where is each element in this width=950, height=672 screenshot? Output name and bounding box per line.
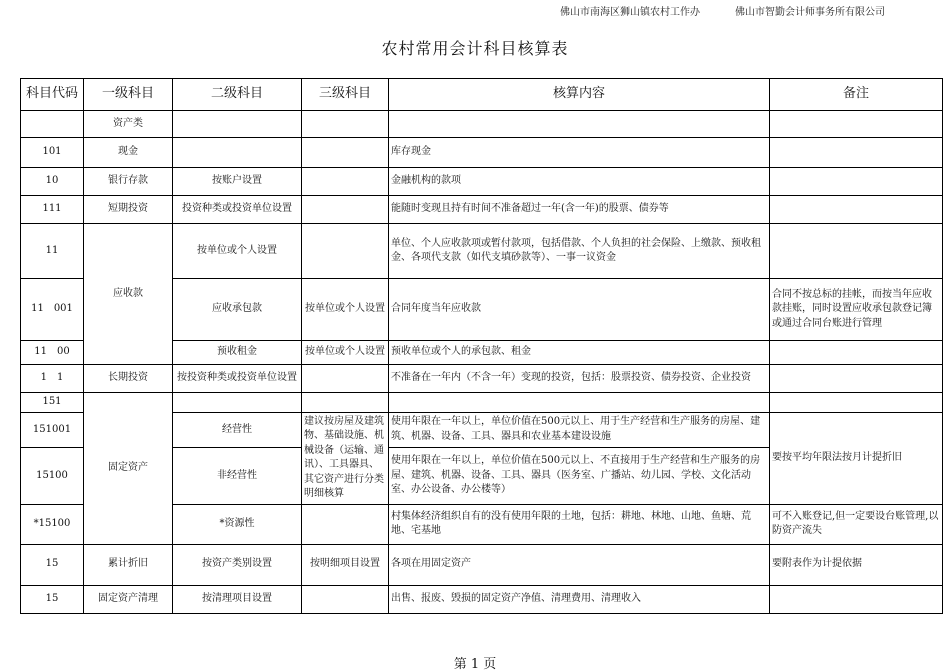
account-code: 11 [21,224,84,279]
account-code: 11 00 [21,341,84,365]
table-row [21,585,943,613]
account-level1: 银行存款 [84,168,173,196]
account-code: 15100 [21,448,84,504]
account-level3: 按单位或个人设置 [302,279,389,341]
section-label: 资产类 [84,111,173,138]
page-number: 第 1 页 [453,657,497,672]
account-level2: 非经营性 [173,448,302,504]
account-code: 15 [21,544,84,585]
col-header-note: 备注 [770,79,943,111]
account-content: 能随时变现且持有时间不准备超过一年(含一年)的股票、债券等 [389,196,770,224]
table-row [21,168,943,196]
account-level3: 按明细项目设置 [302,544,389,585]
account-content: 使用年限在一年以上，单位价值在500元以上、用于生产经营和生产服务的房屋、建筑、机器、设备、工具、器具和农业基本建设设施 [389,412,770,448]
page-title: 农村常用会计科目核算表 [381,39,569,58]
account-note: 可不入账登记,但一定要设台账管理,以防资产流失 [770,504,943,544]
account-level2: 投资种类或投资单位设置 [173,196,302,224]
col-header-level2: 二级科目 [173,79,302,111]
table-row [21,196,943,224]
account-level2: 按账户设置 [173,168,302,196]
col-header-level3: 三级科目 [302,79,389,111]
table-row [21,224,943,279]
account-level1: 累计折旧 [84,544,173,585]
header-left-org: 佛山市南海区狮山镇农村工作办 [560,7,700,18]
header-right-org: 佛山市智勤会计师事务所有限公司 [735,7,885,18]
account-code: 151001 [21,412,84,448]
account-level2: 按资产类别设置 [173,544,302,585]
col-header-level1: 一级科目 [84,79,173,111]
account-level1: 固定资产 [84,393,173,545]
account-level1: 短期投资 [84,196,173,224]
table-row [21,393,943,413]
account-note: 要按平均年限法按月计提折旧 [770,412,943,504]
account-code: 101 [21,138,84,168]
col-header-content: 核算内容 [389,79,770,111]
accounting-table [20,78,943,614]
account-note: 要附表作为计提依据 [770,544,943,585]
account-code: 151 [21,393,84,413]
account-code: 1 1 [21,365,84,393]
account-code: *15100 [21,504,84,544]
account-level2: 预收租金 [173,341,302,365]
account-level3: 建议按房屋及建筑物、基础设施、机械设备（运输、通讯）、工具器具、其它资产进行分类明细核算 [302,412,389,504]
account-content: 使用年限在一年以上，单位价值在500元以上、不直接用于生产经营和生产服务的房屋、建筑、机器、设备、工具、器具（医务室、广播站、幼儿园、学校、文化活动室、办公设备、办公楼等） [389,448,770,504]
account-level2: 应收承包款 [173,279,302,341]
table-row [21,138,943,168]
table-row-section [21,111,943,138]
account-content: 金融机构的款项 [389,168,770,196]
account-content: 村集体经济组织自有的没有使用年限的土地，包括：耕地、林地、山地、鱼塘、荒地、宅基地 [389,504,770,544]
account-code: 15 [21,585,84,613]
table-header-row [21,79,943,111]
account-content: 单位、个人应收款项或暂付款项，包括借款、个人负担的社会保险、上缴款、预收租金、各项代支款（如代支填砂款等）、一事一议资金 [389,224,770,279]
account-level2: 按清理项目设置 [173,585,302,613]
account-note: 合同不按总标的挂帐，而按当年应收款挂账，同时设置应收承包款登记簿或通过合同台账进行管理 [770,279,943,341]
account-level2: *资源性 [173,504,302,544]
account-level1: 应收款 [84,224,173,365]
account-level1: 现金 [84,138,173,168]
account-code: 111 [21,196,84,224]
account-content: 出售、报废、毁损的固定资产净值、清理费用、清理收入 [389,585,770,613]
col-header-code: 科目代码 [21,79,84,111]
table-row [21,544,943,585]
account-content: 合同年度当年应收款 [389,279,770,341]
account-level3: 按单位或个人设置 [302,341,389,365]
account-content: 各项在用固定资产 [389,544,770,585]
table-row [21,365,943,393]
account-level2: 按单位或个人设置 [173,224,302,279]
account-content: 预收单位或个人的承包款、租金 [389,341,770,365]
account-level2: 按投资种类或投资单位设置 [173,365,302,393]
account-level1: 固定资产清理 [84,585,173,613]
account-level1: 长期投资 [84,365,173,393]
account-code: 11 001 [21,279,84,341]
account-code: 10 [21,168,84,196]
account-content: 库存现金 [389,138,770,168]
account-content: 不准备在一年内（不含一年）变现的投资，包括：股票投资、债券投资、企业投资 [389,365,770,393]
account-level2: 经营性 [173,412,302,448]
